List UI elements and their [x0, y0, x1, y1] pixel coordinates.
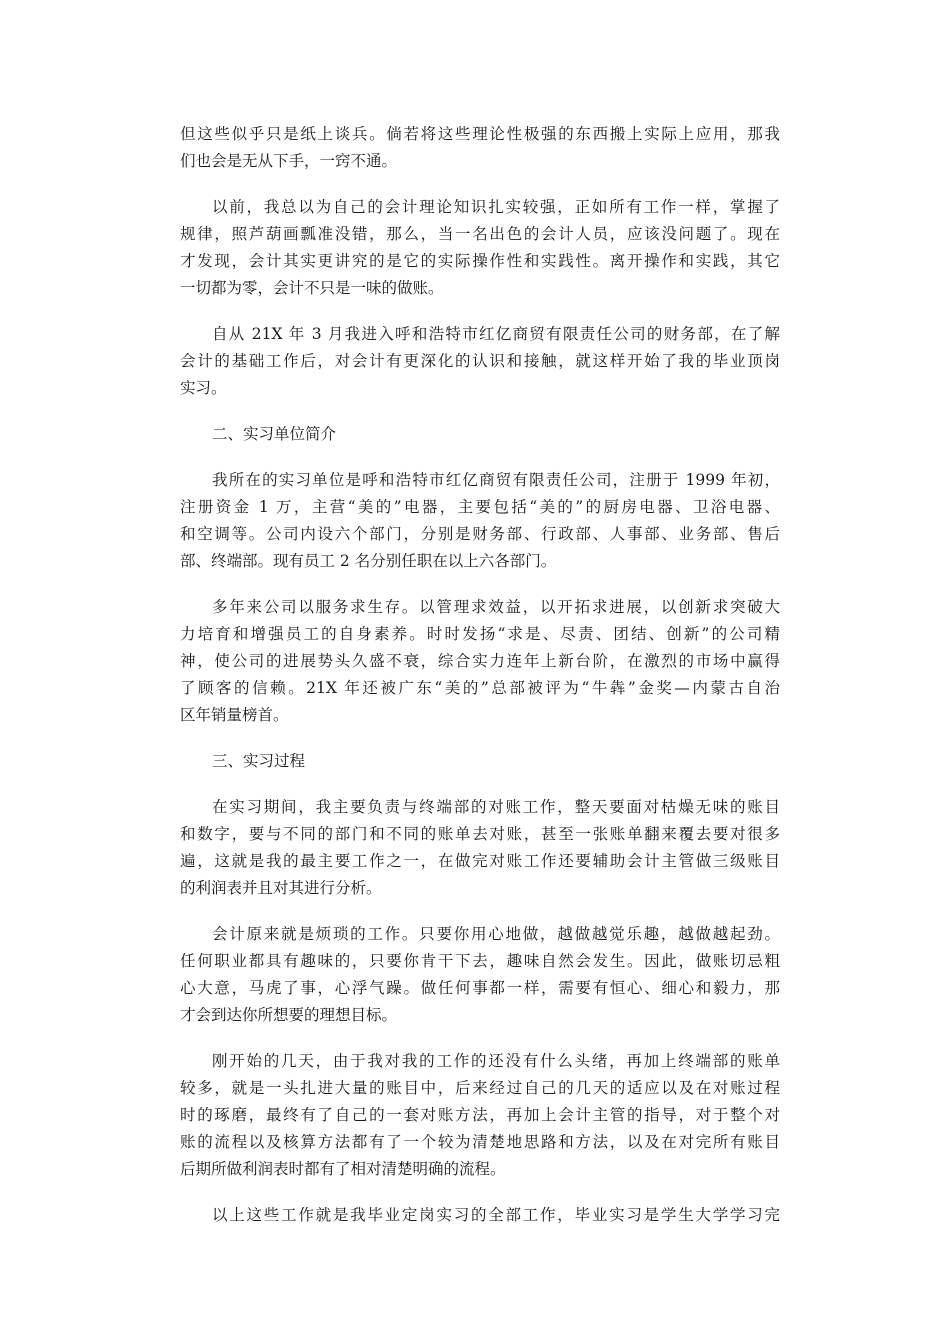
section-heading-company-intro: 二、实习单位简介 [212, 425, 337, 443]
text-line: 自从 21X 年 3 月我进入呼和浩特市红亿商贸有限责任公司的财务部，在了解 [212, 325, 780, 343]
paragraph-duties [180, 794, 780, 902]
text-line: 时的琢磨，最终有了自己的一套对账方法，再加上会计主管的指导，对于整个对 [180, 1106, 780, 1124]
text-line: 才发现，会计其实更讲究的是它的实际操作性和实践性。离开操作和实践，其它 [180, 252, 780, 270]
paragraph-start-internship [180, 321, 780, 402]
text-line: 刚开始的几天，由于我对我的工作的还没有什么头绪，再加上终端部的账单 [212, 1052, 780, 1070]
text-line: 和空调等。公司内设六个部门，分别是财务部、行政部、人事部、业务部、售后 [180, 525, 780, 543]
text-line: 后期所做利润表时都有了相对清楚明确的流程。 [180, 1160, 506, 1178]
text-line: 但这些似乎只是纸上谈兵。倘若将这些理论性极强的东西搬上实际上应用，那我 [180, 125, 780, 143]
text-line: 账的流程以及核算方法都有了一个较为清楚地思路和方法，以及在对完所有账目 [180, 1133, 780, 1151]
text-line: 们也会是无从下手，一窍不通。 [180, 152, 398, 170]
text-line: 了顾客的信赖。21X 年还被广东“美的”总部被评为“牛犇”金奖—内蒙古自治 [180, 679, 780, 697]
text-line: 和数字，要与不同的部门和不同的账单去对账，甚至一张账单翻来覆去要对很多 [180, 825, 780, 843]
text-line: 心大意，马虎了事，心浮气躁。做任何事都一样，需要有恒心、细心和毅力，那 [180, 979, 780, 997]
text-line: 规律，照芦葫画瓢准没错，那么，当一名出色的会计人员，应该没问题了。现在 [180, 225, 780, 243]
text-line: 部、终端部。现有员工 2 名分别任职在以上六各部门。 [180, 552, 557, 570]
paragraph-company-values [180, 594, 780, 729]
section-heading-internship-process: 三、实习过程 [212, 752, 306, 770]
text-line: 会计的基础工作后，对会计有更深化的认识和接触，就这样开始了我的毕业顶岗 [180, 352, 780, 370]
text-line: 实习。 [180, 379, 227, 397]
paragraph-intro [180, 121, 780, 175]
text-line: 以前，我总以为自己的会计理论知识扎实较强，正如所有工作一样，掌握了 [212, 198, 780, 216]
text-line: 在实习期间，我主要负责与终端部的对账工作，整天要面对枯燥无味的账目 [212, 798, 780, 816]
text-line: 区年销量榜首。 [180, 706, 289, 724]
text-line: 的利润表并且对其进行分析。 [180, 879, 382, 897]
paragraph-early-days [180, 1048, 780, 1183]
text-line: 多年来公司以服务求生存。以管理求效益，以开拓求进展，以创新求突破大 [212, 598, 780, 616]
text-line: 任何职业都具有趣味的，只要你肯干下去，趣味自然会发生。因此，做账切忌粗 [180, 952, 780, 970]
text-line: 才会到达你所想要的理想目标。 [180, 1006, 398, 1024]
text-line: 遍，这就是我的最主要工作之一，在做完对账工作还要辅助会计主管做三级账目 [180, 852, 780, 870]
text-line: 我所在的实习单位是呼和浩特市红亿商贸有限责任公司，注册于 1999 年初， [212, 471, 780, 489]
text-line: 会计原来就是烦琐的工作。只要你用心地做，越做越觉乐趣，越做越起劲。 [212, 925, 780, 943]
text-line: 较多，就是一头扎进大量的账目中，后来经过自己的几天的适应以及在对账过程 [180, 1079, 780, 1097]
text-line: 神，使公司的进展势头久盛不衰，综合实力连年上新台阶，在激烈的市场中赢得 [180, 652, 780, 670]
text-line: 一切都为零，会计不只是一味的做账。 [180, 279, 444, 297]
text-line: 注册资金 1 万，主营“美的”电器，主要包括“美的”的厨房电器、卫浴电器、 [180, 498, 780, 516]
text-line: 以上这些工作就是我毕业定岗实习的全部工作，毕业实习是学生大学学习完 [212, 1206, 780, 1224]
paragraph-summary-continued [180, 1202, 780, 1229]
paragraph-attitude [180, 921, 780, 1029]
document-body [180, 121, 780, 1248]
paragraph-company-profile [180, 467, 780, 575]
text-line: 力培育和增强员工的自身素养。时时发扬“求是、尽责、团结、创新”的公司精 [180, 625, 780, 643]
paragraph-previous-belief [180, 194, 780, 302]
